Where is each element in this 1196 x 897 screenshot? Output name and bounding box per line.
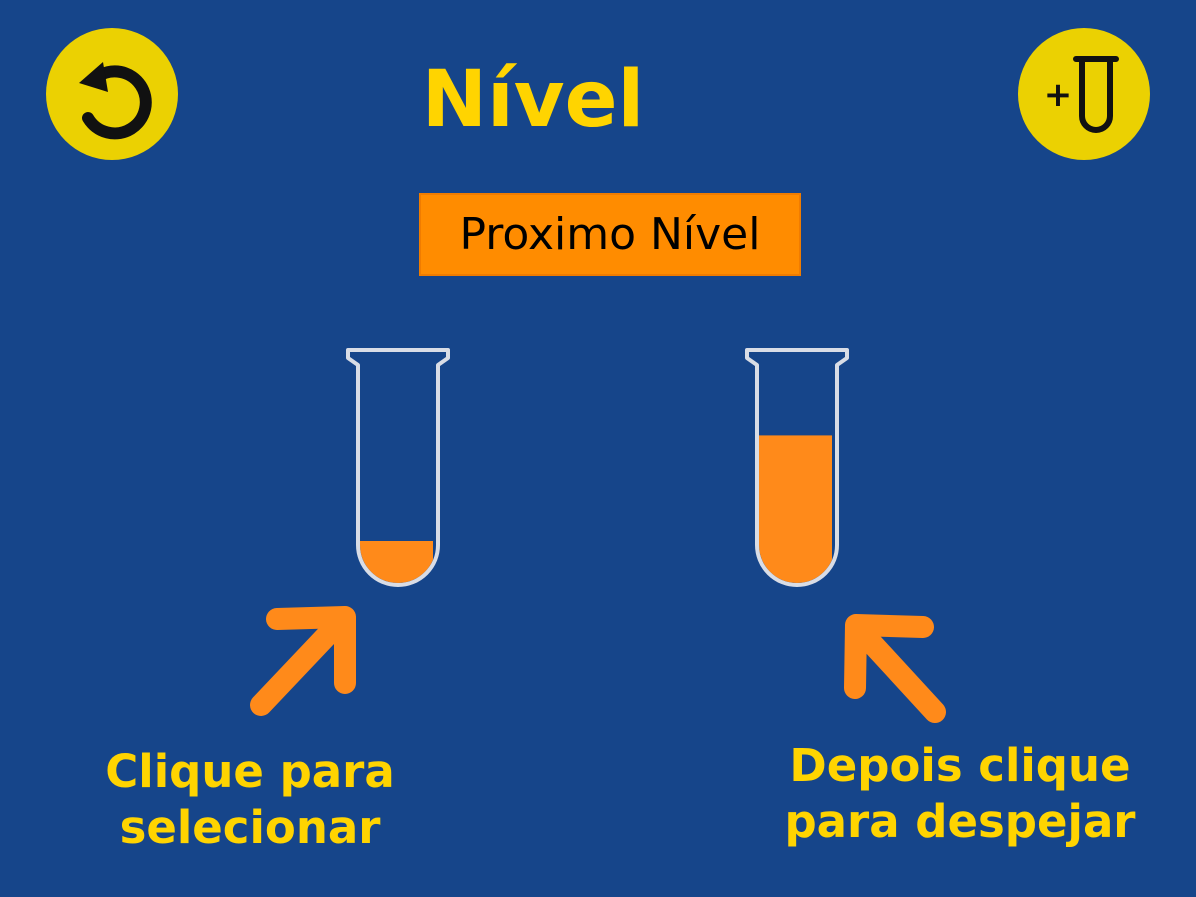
arrow-up-right-icon [245, 595, 365, 725]
test-tube-1[interactable] [343, 345, 453, 595]
test-tube-2[interactable] [742, 345, 852, 595]
add-tube-button[interactable] [1018, 28, 1150, 160]
hint-select [90, 744, 410, 856]
arrow-up-left-icon [833, 600, 953, 730]
level-title: Nível [421, 55, 645, 145]
add-tube-icon [1018, 28, 1150, 160]
hint-pour-line-1: Depois clique [789, 739, 1131, 792]
hint-select-line-1: Clique para [105, 745, 395, 798]
hint-pour-line-2: para despejar [784, 795, 1136, 848]
hint-pour [780, 738, 1140, 850]
hint-select-line-2: selecionar [119, 801, 381, 854]
tube-liquid [752, 435, 832, 585]
next-level-button[interactable]: Proximo Nível [419, 193, 801, 276]
add-tube-plus: + [1043, 75, 1073, 115]
